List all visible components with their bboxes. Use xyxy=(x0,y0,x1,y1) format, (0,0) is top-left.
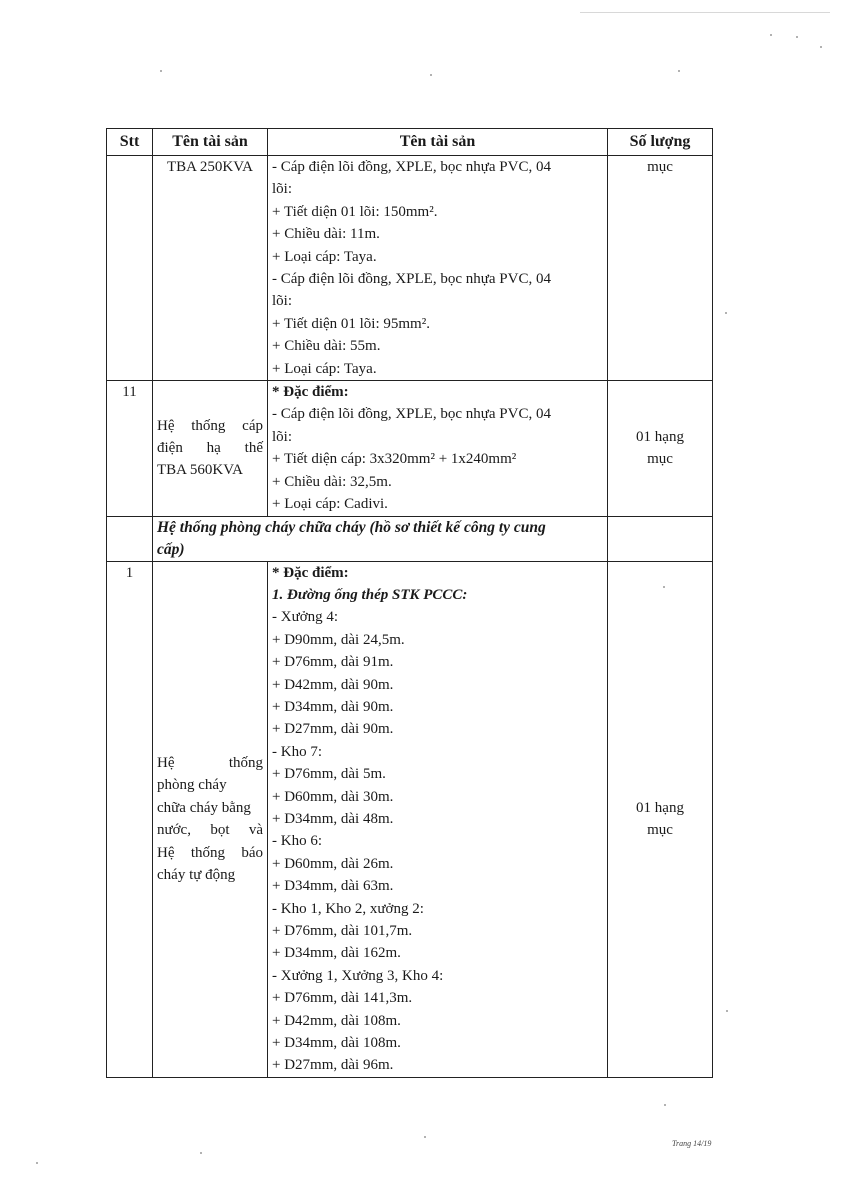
detail-line: + Chiều dài: 11m. xyxy=(272,226,380,243)
detail-line: - Kho 6: xyxy=(272,833,322,850)
scan-speck xyxy=(725,312,727,314)
detail-line: - Cáp điện lõi đồng, XPLE, bọc nhựa PVC, 04 xyxy=(272,159,551,175)
detail-line: + D34mm, dài 48m. xyxy=(272,810,394,827)
detail-line: + Tiết diện cáp: 3x320mm² + 1x240mm² xyxy=(272,451,517,468)
detail-line: + D76mm, dài 141,3m. xyxy=(272,990,413,1007)
quantity-text: 01 hạng xyxy=(636,428,684,445)
scan-speck xyxy=(820,46,822,48)
detail-line: + D27mm, dài 96m. xyxy=(272,1057,394,1074)
asset-name-line: phòng cháy xyxy=(157,777,227,794)
detail-line: + Loại cáp: Taya. xyxy=(272,360,377,377)
quantity-text: mục xyxy=(647,451,673,468)
detail-line: + D34mm, dài 108m. xyxy=(272,1035,401,1052)
detail-line: + Chiều dài: 32,5m. xyxy=(272,473,392,490)
scan-edge-line xyxy=(580,12,830,13)
page-number: Trang 14/19 xyxy=(672,1139,712,1148)
detail-line: - Xưởng 4: xyxy=(272,609,339,626)
header-asset-name: Tên tài sản xyxy=(153,129,268,156)
asset-table xyxy=(106,128,713,1078)
cell-asset-name xyxy=(153,381,268,516)
scan-speck xyxy=(424,1136,426,1138)
detail-line: + D60mm, dài 26m. xyxy=(272,855,394,872)
detail-line: - Cáp điện lõi đồng, XPLE, bọc nhựa PVC, 04 xyxy=(272,406,551,423)
detail-subheading: 1. Đường ống thép STK PCCC: xyxy=(272,586,468,603)
detail-line: + D60mm, dài 30m. xyxy=(272,788,394,805)
detail-line: lõi: xyxy=(272,181,293,198)
section-row xyxy=(107,516,713,561)
detail-line: + D34mm, dài 90m. xyxy=(272,698,394,715)
table-row xyxy=(107,156,713,381)
quantity-text: 01 hạng xyxy=(636,799,684,816)
detail-line: + Chiều dài: 55m. xyxy=(272,338,381,355)
asset-name-line: điện hạ thế xyxy=(157,440,263,457)
detail-line: + D27mm, dài 90m. xyxy=(272,721,394,738)
detail-line: + D76mm, dài 91m. xyxy=(272,654,394,671)
cell-quantity xyxy=(608,381,713,516)
detail-line: - Cáp điện lõi đồng, XPLE, bọc nhựa PVC, 04 xyxy=(272,271,551,288)
cell-asset-detail xyxy=(268,381,608,516)
detail-line: - Kho 1, Kho 2, xưởng 2: xyxy=(272,900,424,917)
table-header-row xyxy=(107,129,713,156)
detail-line: lõi: xyxy=(272,428,293,445)
asset-name-line: Hệ thống cáp xyxy=(157,417,263,434)
cell-stt: 1 xyxy=(107,561,153,1077)
detail-line: + Tiết diện 01 lõi: 95mm². xyxy=(272,315,430,332)
scan-speck xyxy=(160,70,162,72)
quantity-text: mục xyxy=(647,822,673,839)
detail-line: + Loại cáp: Taya. xyxy=(272,248,377,265)
detail-line: + Loại cáp: Cadivi. xyxy=(272,496,388,513)
cell-asset-detail xyxy=(268,156,608,381)
section-title-line: cấp) xyxy=(157,540,185,558)
cell-stt xyxy=(107,156,153,381)
detail-line: + D90mm, dài 24,5m. xyxy=(272,631,405,648)
asset-name-line: chữa cháy bằng xyxy=(157,799,251,816)
detail-line: - Kho 7: xyxy=(272,743,322,760)
scan-speck xyxy=(430,74,432,76)
detail-line: + D34mm, dài 63m. xyxy=(272,878,394,895)
cell-asset-name xyxy=(153,561,268,1077)
scan-speck xyxy=(36,1162,38,1164)
cell-asset-name xyxy=(153,156,268,381)
detail-line: lõi: xyxy=(272,293,293,310)
asset-name-line: Hệ thống xyxy=(157,754,263,771)
detail-line: + Tiết diện 01 lõi: 150mm². xyxy=(272,203,438,220)
cell-quantity xyxy=(608,516,713,561)
scan-speck xyxy=(726,1010,728,1012)
detail-line: + D76mm, dài 5m. xyxy=(272,766,386,783)
section-title-line: Hệ thống phòng cháy chữa cháy (hồ sơ thiết kế công ty cung xyxy=(157,518,546,536)
quantity-text: mục xyxy=(647,159,673,175)
scan-speck xyxy=(664,1104,666,1106)
header-asset-detail: Tên tài sản xyxy=(268,129,608,156)
cell-quantity xyxy=(608,156,713,381)
detail-line: + D34mm, dài 162m. xyxy=(272,945,401,962)
section-title xyxy=(153,516,608,561)
asset-name-line: cháy tự động xyxy=(157,866,236,883)
cell-stt xyxy=(107,516,153,561)
scan-speck xyxy=(770,34,772,36)
detail-line: - Xưởng 1, Xưởng 3, Kho 4: xyxy=(272,967,444,984)
asset-name-line: TBA 560KVA xyxy=(157,462,243,479)
header-quantity: Số lượng xyxy=(608,129,713,156)
detail-heading: * Đặc điểm: xyxy=(272,564,349,581)
asset-name-line: Hệ thống báo xyxy=(157,844,263,861)
asset-name-text: TBA 250KVA xyxy=(167,159,253,175)
detail-line: + D76mm, dài 101,7m. xyxy=(272,923,413,939)
scan-speck xyxy=(200,1152,202,1154)
cell-quantity xyxy=(608,561,713,1077)
detail-heading: * Đặc điểm: xyxy=(272,384,349,401)
table-row xyxy=(107,381,713,516)
asset-name-line: nước, bọt và xyxy=(157,822,263,839)
scan-speck xyxy=(796,36,798,38)
cell-stt: 11 xyxy=(107,381,153,516)
scan-speck xyxy=(678,70,680,72)
detail-line: + D42mm, dài 108m. xyxy=(272,1012,401,1029)
cell-asset-detail xyxy=(268,561,608,1077)
detail-line: + D42mm, dài 90m. xyxy=(272,676,394,693)
table-row xyxy=(107,561,713,1077)
header-stt: Stt xyxy=(107,129,153,156)
